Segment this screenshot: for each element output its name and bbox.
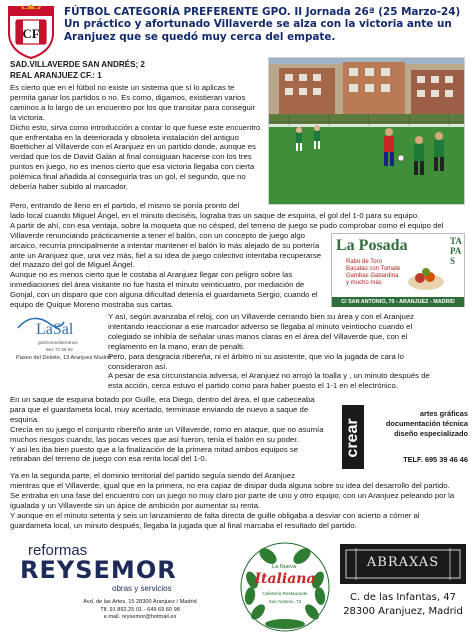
crest-text: CF xyxy=(22,26,40,41)
la-posada-name: La Posada xyxy=(336,237,408,254)
italiana-wreath-icon xyxy=(238,540,332,634)
la-posada-menu xyxy=(346,259,400,287)
text-line: para que el guardameta local, muy acertado, terminase enviando de nuevo a saque de xyxy=(10,404,309,414)
text-line: retiraban del terreno de juego con esa renta local del 1-0. xyxy=(10,454,207,464)
article-crear xyxy=(10,395,338,464)
la-posada-address: C/ SAN ANTONIO, 70 - ARANJUEZ - MADRID xyxy=(332,297,464,307)
text-line: esta acción, cerca estuvo el partido como para haber puesto el 1-1 en el electrónico. xyxy=(108,381,398,391)
text-line: igualada y un Villaverde sin un ápice de ambición por aumentar su renta. xyxy=(10,500,261,510)
ad-italiana xyxy=(238,540,332,634)
text-line: la victoria. xyxy=(10,112,45,122)
team-home-score: SAD.VILLAVERDE SAN ANDRÉS; 2 xyxy=(10,60,145,69)
reysemor-name: REYSEMOR xyxy=(20,556,177,584)
text-line: inmediaciones del área visitante no fue hasta el minuto veinticuatro, por mediación de xyxy=(10,280,305,290)
menu-item: Bacalao con Tomate xyxy=(346,266,401,272)
crear-service: diseño especializado xyxy=(394,428,468,438)
reysemor-phone: Tlf. 91 892.25 01 - 649 69 60 98 xyxy=(100,606,180,613)
crear-service: documentación técnica xyxy=(385,418,468,428)
text-line: Ya en la segunda parte, el dominio territorial del partido seguía siendo del Aranjuez xyxy=(10,471,296,480)
text-line: reglamento en la mano, eran de penalti. xyxy=(108,341,246,351)
crear-logo: crear xyxy=(344,418,361,458)
text-line: lado local cuando Miguel Ángel, en el minuto dieciséis, lograba tras un saque de esquina, el gol del 1-0 para su equipo. xyxy=(10,210,420,220)
crear-services xyxy=(370,409,468,438)
text-line: Dicho esto, sirva como introducción a contar lo que fuese este encuentro xyxy=(10,122,261,132)
club-crest xyxy=(6,3,56,59)
text-line: Y así les iba bien puesto que a la finalización de la primera mitad ambos equipos se xyxy=(10,444,299,454)
text-line: Pero, para desgracia ribereña, ni el árbitro ni su asistente, que vio la jugada de cara lo xyxy=(108,351,404,361)
italiana-line3: Cafetería Restaurante xyxy=(262,591,308,596)
crear-service: artes gráficas xyxy=(419,409,468,418)
crear-phone: TELF. 695 39 46 46 xyxy=(403,455,468,464)
reysemor-email: e.mail. reysemor@hotmail.es xyxy=(103,614,177,621)
la-sal-phone: 661 72 65 92 xyxy=(46,347,73,352)
italiana-name: Italiana xyxy=(254,571,316,587)
article-full-2 xyxy=(10,471,472,530)
text-line: Gonjal, con un disparo que con alguna dificultad detenía el guardameta Sergio, cuando el xyxy=(10,290,318,300)
menu-item: Gambas Gabardina xyxy=(346,273,399,279)
reysemor-address: Avd. de las Artes, 15 28300 Aranjuez / Madrid xyxy=(83,599,197,605)
reysemor-contact xyxy=(56,599,224,622)
ad-la-sal xyxy=(12,314,112,364)
la-sal-name: LaSal xyxy=(36,321,74,338)
text-line: consideraron así. xyxy=(108,361,168,371)
text-line: colegiado se inhibía de señalar unas manos claras en el área del Villaverde que, con el xyxy=(108,331,408,341)
la-sal-address: Paseo del Deleite, 13 Aranjuez Madrid xyxy=(16,355,112,361)
ad-la-posada xyxy=(331,233,465,307)
ad-abraxas xyxy=(338,542,468,634)
text-line: Villaverde renunciando prácticamente a tener el balón, con un concepto de juego algo xyxy=(10,230,305,240)
text-line: debería haber subido al marcador. xyxy=(10,182,129,192)
text-line: del mazazo del gol de Miguel Ángel. xyxy=(10,260,135,270)
text-line: equipo de Quique Moreno mostraba sus cartas. xyxy=(10,300,174,310)
reysemor-top: reformas xyxy=(28,542,88,559)
menu-item: y mucho más xyxy=(346,280,382,286)
text-line: polémica final añadida al conseguirla tras un gol, el segundo, que no xyxy=(10,172,246,182)
text-line: ante un Aranjuez que, una vez más, fiel a su idea de juego colectivo intentaba recuperarse xyxy=(10,250,322,260)
food-icon xyxy=(406,260,446,292)
text-line: que enfrentaba en la deteriorada y obsoleta instalación del antiguo xyxy=(10,132,239,142)
italiana-line4: San Antonio, 72 xyxy=(268,599,302,604)
text-line: Y así, según avanzaba el reloj, con un Villaverde cerrando bien su área y con el Aranjuez xyxy=(108,312,415,321)
text-line: Boetticher al Villaverde con el Aranjuez en un partido donde, aunque es xyxy=(10,142,256,152)
text-line: Pero, entrando de lleno en el partido, el mismo se ponía pronto del xyxy=(10,201,240,210)
text-line: esquina. xyxy=(10,414,40,424)
article-column xyxy=(10,83,268,192)
text-line: caminos a lo largo de un encuentro por los que transitar para conseguir xyxy=(10,102,256,112)
text-line: arcaico, recurría principalmente a intentar mantener el balón lo más alejado de su portería xyxy=(10,240,320,250)
text-line: puntos en juego, no es menos cierto que esa victoria llegaba con cierta xyxy=(10,162,255,172)
text-line: A pesar de esa circunstancia adversa, el Aranjuez no arrojó la toalla y , un minuto después de xyxy=(108,371,430,381)
headline-line-3: Aranjuez que se quedó muy cerca del empate. xyxy=(64,30,336,43)
abraxas-address2: 28300 Aranjuez, Madrid xyxy=(343,606,463,617)
text-line: verdad que los de David Galán al final consiguian hacerse con los tres xyxy=(10,152,252,162)
la-sal-tag: gastromediterráneo xyxy=(38,340,78,345)
headline xyxy=(64,6,468,43)
text-line: guardameta local, un minuto después, llegaba la jugada que al final marcaba el resultado del partido. xyxy=(10,520,357,530)
text-line: Aunque no es menos cierto que le costaba al Aranjuez llegar con peligro sobre las xyxy=(10,270,293,280)
article-middle xyxy=(108,312,472,391)
text-line: intentando reaccionar a ese marcador adverso se llegaba al minuto veintiocho cuando el xyxy=(108,321,413,331)
text-line: Y aunque en el minuto setenta y seis un lanzamiento de falta directa de guille obligaba a desviar con acierto a córner al xyxy=(10,510,420,520)
text-line: A partir de ahí, con esa ventaja, sobre la moqueta que no césped, del terreno de juego se pudo comprobar como el equipo del xyxy=(10,220,444,230)
headline-line-1: FÚTBOL CATEGORÍA PREFERENTE GPO. II Jornada 26ª (25 Marzo-24) xyxy=(64,6,461,18)
headline-line-2: Un práctico y afortunado Villaverde se alza con la victoria ante un xyxy=(64,18,452,31)
la-posada-tapas: TAPAS xyxy=(450,236,462,266)
text-line: muchos riesgos cuando, las pocas veces que así fueron, tenía el balón en su poder. xyxy=(10,434,299,444)
reysemor-sub: obras y servicios xyxy=(112,584,172,593)
menu-item: Rabo de Toro xyxy=(346,259,382,265)
text-line: Crecía en su juego el conjunto ribereño ante un Villaverde, romo en ataque, que no asumía xyxy=(10,424,324,434)
abraxas-name: ABRAXAS xyxy=(366,555,440,570)
italiana-line1: La Nueva xyxy=(272,564,296,570)
text-line: En un saque de esquina botado por Guille, era Diego, dentro del área, el que cabeceaba xyxy=(10,395,315,404)
match-result xyxy=(10,60,265,81)
text-line: Es cierto que en el fútbol no existe un sistema que sí lo aplicas te xyxy=(10,83,235,92)
match-photo xyxy=(268,57,465,205)
ad-reysemor xyxy=(20,540,224,636)
abraxas-address1: C. de las Infantas, 47 xyxy=(350,592,456,603)
ad-crear xyxy=(342,403,468,475)
text-line: permita ganar los partidos o no. Es como, digamos, existieran varios xyxy=(10,92,246,102)
text-line: Se entraba en una fase del encuentro con un juego no muy claro por parte de uno y otro equipo; con un Aranjuez peleando por la xyxy=(10,490,455,500)
text-line: mientras que el Villaverde, igual que en la primera, no era capaz de disipar duda alguna sobre su idea del desarrollo del partido. xyxy=(10,480,450,490)
team-away-score: REAL ARANJUEZ CF.: 1 xyxy=(10,70,102,80)
